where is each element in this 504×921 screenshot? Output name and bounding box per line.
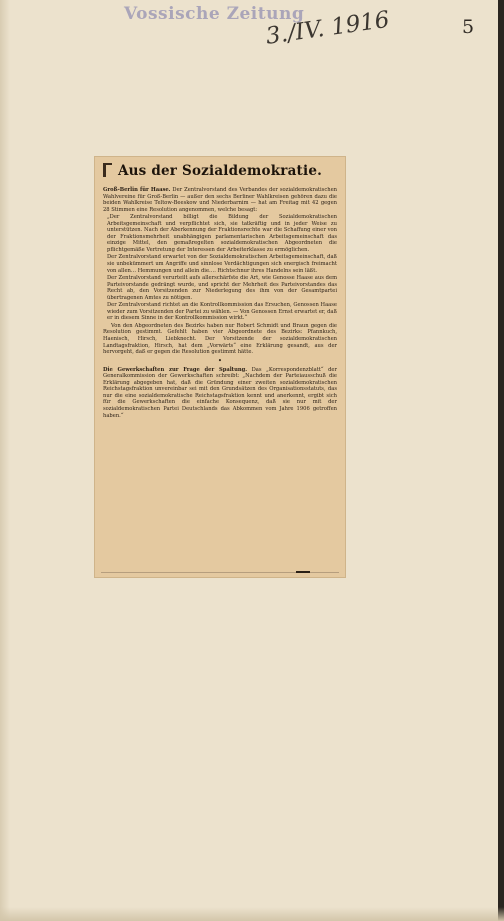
sheet-bottom-shade — [0, 907, 504, 921]
section-separator: • — [217, 356, 223, 365]
article-paragraph — [103, 214, 337, 253]
article-paragraph — [103, 367, 337, 419]
paragraph-text: „Der Zentralvorstand billigt die Bildung der Sozialdemokratischen Arbeitsgemeinschaft und verpflichtet sich, sie tatkräftig und in jeder Weise zu unterstützen. Nach der Aberkennung der Fraktionsrechte war die Schaffung einer von der Fraktionsmehrheit unabhängigen parlamentarischen Arbeitsgemeinschaft das einzige Mittel, den gemaßregelten sozialdemokratischen Abgeordneten die pflichtgemäße Vertretung der Interessen der Arbeiterklasse zu ermöglichen. — [107, 214, 337, 253]
paragraph-text: Das „Korrespondenzblatt“ der Generalkommission der Gewerkschaften schreibt: „Nachdem der Parteiausschuß die Erklärung abgegeben hat, daß die Gründung einer zweiten sozialdemokratischen Reichstagsfraktion unvereinbar sei mit den Grundsätzen des Organisationsstatuts, das nur die eine sozialdemokratische Reichstagsfraktion kennt und anerkennt, ergibt sich für die Gewerkschaften die einfache Konsequenz, daß sie nur mit der sozialdemokratischen Partei Deutschlands das Abkommen vom Jahre 1906 getroffen haben.“ — [103, 366, 337, 419]
article-paragraph — [103, 302, 337, 322]
newspaper-clipping — [95, 157, 345, 577]
paragraph-runin-heading: Groß-Berlin für Haase. — [103, 187, 171, 193]
paragraph-text: Der Zentralvorstand verurteilt aufs allerschärfste die Art, wie Genosse Haase aus dem Parteivorstande gedrängt wurde, und spricht der Mehrheit des Parteivorstandes das Recht ab, den Vorsitzenden zur Niederlegung des ihm von der Gesamtpartei übertragenen Amtes zu nötigen. — [107, 275, 337, 301]
handwritten-date: 3./IV. 1916 — [264, 6, 392, 50]
article-headline: Aus der Sozialdemokratie. — [117, 163, 323, 179]
article-body — [103, 187, 337, 420]
article-paragraph — [103, 323, 337, 356]
paragraph-text: Der Zentralvorstand richtet an die Kontrollkommission das Ersuchen, Genossen Haase wieder zum Vorsitzenden der Partei zu wählen. — Von Genossen Ernst erwartet er, daß er in diesem Sinne in der Kontrollkommission wirkt.“ — [107, 302, 337, 322]
ink-mark — [296, 571, 310, 573]
paragraph-text: Der Zentralvorstand erwartet von der Sozialdemokratischen Arbeitsgemeinschaft, daß sie unbekümmert um Angriffe und sinnlose Verdächtigungen sich energisch freimacht von allen… Hemmungen und allein die…. Richtschnur ihres Handelns sein läßt. — [107, 254, 337, 274]
paragraph-text: Von den Abgeordneten des Bezirks haben nur Robert Schmidt und Braun gegen die Resolution gestimmt. Gefehlt haben vier Abgeordnete des Bezirks: Pfannkuch, Haenisch, Hirsch, Liebknecht. Der Vorsitzende der sozialdemokratischen Landtagsfraktion, Hirsch, hat dem „Vorwärts“ eine Erklärung gesandt, aus der hervorgeht, daß er gegen die Resolution gestimmt hätte. — [103, 322, 337, 356]
article-paragraph — [103, 254, 337, 274]
paragraph-runin-heading: Die Gewerkschaften zur Frage der Spaltung. — [103, 366, 248, 373]
paragraph-text: Der Zentralvorstand des Verbandes der sozialdemokratischen Wahlvereine für Groß-Berlin — außer den sechs Berliner Wahlkreisen gehören dazu die beiden Wahlkreise Teltow-Beeskow und Niederbarnim — hat am Freitag mit 42 gegen 28 Stimmen eine Resolution angenommen, welche besagt: — [103, 187, 337, 213]
article-paragraph — [103, 187, 337, 213]
article-paragraph — [103, 275, 337, 301]
newspaper-source-stamp: Vossische Zeitung — [124, 4, 305, 24]
sheet-edge-shade — [0, 0, 10, 921]
page-number: 5 — [462, 16, 475, 38]
